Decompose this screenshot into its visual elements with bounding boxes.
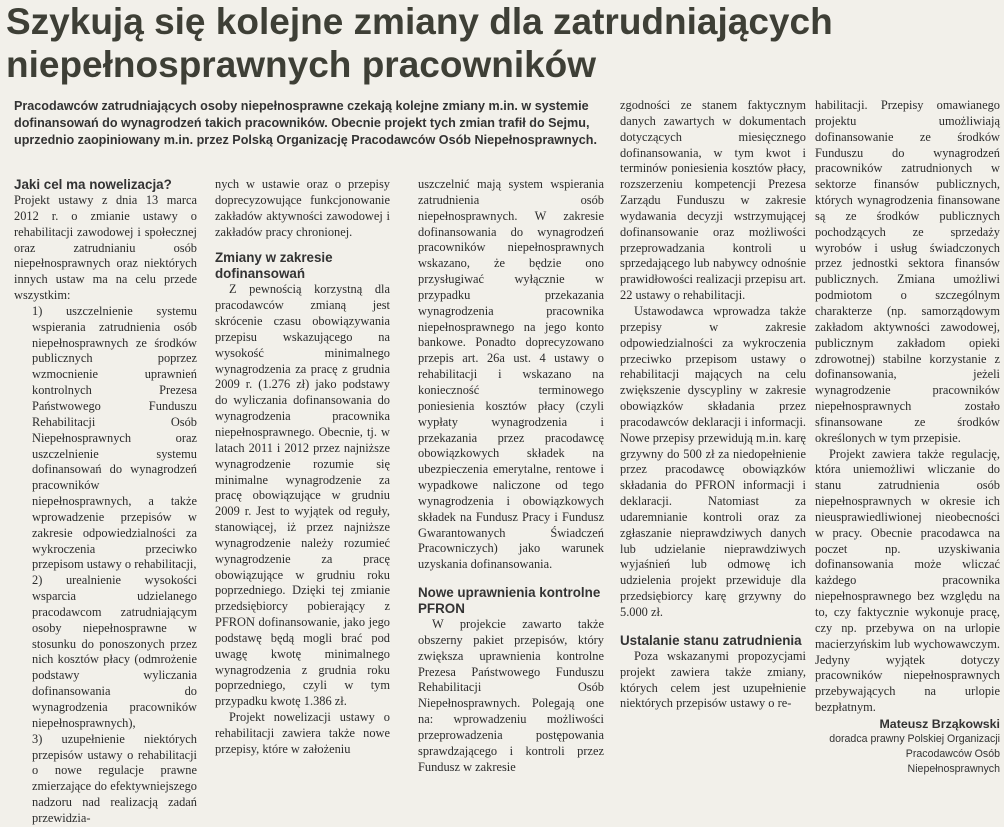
paragraph: Poza wskazanymi propozycjami projekt zawiera także zmiany, których celem jest uzupełnienie niektórych przepisów ustawy o re- [620, 648, 806, 711]
author-name: Mateusz Brząkowski [879, 716, 1000, 731]
list-item-3: 3) uzupełnienie niektórych przepisów ustawy o rehabilitacji o nowe regulacje prawne zmierzające do efektywniejszego nadzoru nad realizacją zadań przewidzia- [32, 731, 197, 825]
paragraph: Projekt ustawy z dnia 13 marca 2012 r. o zmianie ustawy o rehabilitacji zawodowej i społecznej oraz zatrudnianiu osób niepełnosprawnych oraz niektórych innych ustaw ma na celu przede wszystkim: [14, 193, 197, 303]
author-role-line-2: Pracodawców Osób Niepełnosprawnych [905, 747, 1000, 775]
paragraph: uszczelnić mają system wspierania zatrudnienia osób niepełnosprawnych. W zakresie dofinansowania do wynagrodzeń pracowników niepełnosprawnych wskazano, że będzie ono przysługiwać wyłącznie w przypadku przekazania wynagrodzenia pracownika niepełnosprawnego na jego konto bankowe. Ponadto doprecyzowano przepis art. 26a ust. 4 ustawy o rehabilitacji i wskazano na konieczność terminowego poniesienia kosztów płacy (czyli wypłaty wynagrodzenia i przekazania przez pracodawcę obowiązkowych składek na ubezpieczenia emerytalne, rentowe i wypadkowe naliczone od tego wynagrodzenia i obowiązkowych składek na Fundusz Pracy i Fundusz Gwarantowanych Świadczeń Pracowniczych) jako warunek uzyskania dofinansowania. [418, 177, 604, 572]
paragraph: habilitacji. Przepisy omawianego projektu umożliwiają dofinansowanie ze środków Funduszu do wynagrodzeń pracowników zatrudnionych w sektorze finansów publicznych, których wynagrodzenia finansowane są ze środków publicznych pochodzących ze sprzedaży wyrobów i usług świadczonych przez jednostki sektora finansów publicznych. Zmiana umożliwi podmiotom o szczególnym charakterze (np. samorządowym zakładom aktywności zawodowej, publicznym zakładom opieki zdrowotnej) stabilne korzystanie z dofinansowania, jeżeli wynagrodzenie pracowników niepełnosprawnych zostało sfinansowane ze środków określonych w tym przepisie. [815, 98, 1000, 445]
paragraph: nych w ustawie oraz o przepisy doprecyzowujące funkcjonowanie zakładów aktywności zawodowej i zakładów pracy chronionej. [215, 177, 390, 239]
paragraph: Z pewnością korzystną dla pracodawców zmianą jest skrócenie czasu obowiązywania przepisu wskazującego na wysokość minimalnego wynagrodzenia za pracę z grudnia 2009 r. (1.276 zł) jako podstawy do wyliczania dofinansowania do wynagrodzenia pracownika niepełnosprawnego. Obecnie, tj. w latach 2011 i 2012 przez najniższe wynagrodzenie rozumie się minimalne wynagrodzenie za pracę obowiązujące w grudniu 2009 r. Jest to wyjątek od reguły, stanowiącej, iż przez najniższe wynagrodzenie należy rozumieć wynagrodzenie za pracę obowiązujące w grudniu roku poprzedniego. Dzięki tej zmianie przedsiębiorcy pobierający z PFRON dofinansowanie, jako jego podstawę będą mogli brać pod uwagę kwotę minimalnego wynagrodzenia z grudnia roku poprzedniego, czyli w tym przypadku kwotę 1.386 zł. [215, 282, 390, 709]
author-role-line-1: doradca prawny Polskiej Organizacji [829, 732, 1000, 745]
section-heading-goal: Jaki cel ma nowelizacja? [14, 177, 172, 192]
paragraph: W projekcie zawarto także obszerny pakiet przepisów, który zwiększa uprawnienia kontrolne Prezesa Państwowego Funduszu Rehabilitacji Osób Niepełnosprawnych. Polegają one na: wprowadzeniu możliwości przeprowadzenia postępowania sprawdzającego i kontroli przez Fundusz w zakresie [418, 617, 604, 774]
section-heading-subsidies: Zmiany w zakresie dofinansowań [215, 250, 333, 282]
column-4 [620, 98, 806, 712]
paragraph: Projekt nowelizacji ustawy o rehabilitacji zawiera także nowe przepisy, które w założeniu [215, 710, 390, 756]
column-2 [215, 177, 390, 758]
paragraph: Ustawodawca wprowadza także przepisy w zakresie odpowiedzialności za wykroczenia przeciwko przepisom ustawy o rehabilitacji mających na celu zwiększenie dyscypliny w zakresie obowiązków składania przez pracodawców deklaracji i informacji. Nowe przepisy przewidują m.in. karę grzywny do 500 zł za niedopełnienie przez pracodawcę obowiązków składania do PFRON informacji i deklaracji. Natomiast za udaremnianie kontroli oraz za zgłaszanie nieprawdziwych danych lub udzielanie nieprawdziwych wyjaśnień lub odmowę ich udzielenia projekt przewiduje dla przedsiębiorcy karę grzywny do 5.000 zł. [620, 303, 806, 619]
column-5 [815, 98, 1000, 777]
article-lead: Pracodawców zatrudniających osoby niepełnosprawne czekają kolejne zmiany m.in. w systemie dofinansowań do wynagrodzeń takich pracowników. Obecnie projekt tych zmian trafił do Sejmu, uprzednio zaopiniowany m.in. przez Polską Organizację Pracodawców Osób Niepełnosprawnych. [14, 99, 597, 147]
column-1 [14, 177, 197, 827]
section-heading-pfron: Nowe uprawnienia kontrolne PFRON [418, 585, 601, 617]
section-heading-employment: Ustalanie stanu zatrudnienia [620, 632, 802, 648]
list-item-1: 1) uszczelnienie systemu wspierania zatrudnienia osób niepełnosprawnych ze środków publicznych poprzez wzmocnienie uprawnień kontrolnych Prezesa Państwowego Funduszu Rehabilitacji Osób Niepełnosprawnych oraz uszczelnienie systemu dofinansowań do wynagrodzeń pracowników niepełnosprawnych, a także wprowadzenie przepisów w zakresie odpowiedzialności za wykroczenia przeciwko przepisom ustawy o rehabilitacji, [32, 303, 197, 572]
list-item-2: 2) urealnienie wysokości wsparcia udzielanego pracodawcom zatrudniającym osoby niepełnosprawne w stosunku do ponoszonych przez nich kosztów płacy (odmrożenie podstawy wyliczania dofinansowania do wynagrodzenia pracowników niepełnosprawnych), [32, 573, 197, 730]
column-3 [418, 177, 604, 776]
article-title: Szykują się kolejne zmiany dla zatrudniających niepełnosprawnych pracowników [6, 1, 833, 85]
paragraph: Projekt zawiera także regulację, która uniemożliwi wliczanie do stanu zatrudnienia osób niepełnosprawnych w okresie ich nieusprawiedliwionej nieobecności w pracy. Obecnie pracodawca na poczet np. uzyskiwania dofinansowania może wliczać każdego pracownika niepełnosprawnego bez względu na to, czy faktycznie wykonuje pracę, czy np. przebywa on na urlopie macierzyńskim lub wychowawczym. Jedyny wyjątek dotyczy pracowników niepełnosprawnych przebywających na urlopie bezpłatnym. [815, 446, 1000, 715]
paragraph: zgodności ze stanem faktycznym danych zawartych w dokumentach dotyczących miesięcznego dofinansowania, w tym kwot i terminów poniesienia kosztów płacy, rozszerzeniu kompetencji Prezesa Zarządu Funduszu w zakresie wydawania decyzji wstrzymującej dofinansowanie oraz możliwości przeprowadzania kontroli u sprzedającego lub nabywcy odnośnie prawidłowości realizacji przepisu art. 22 ustawy o rehabilitacji. [620, 98, 806, 303]
